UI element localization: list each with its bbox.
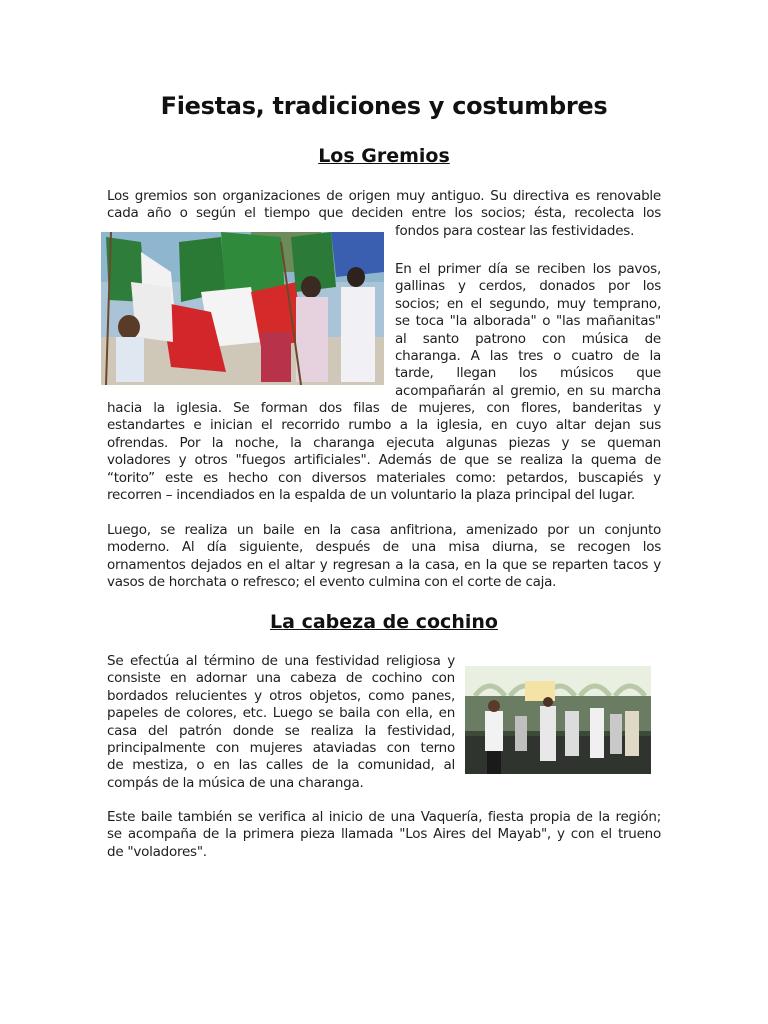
paragraph-gremios-intro	[107, 188, 661, 223]
procession-photo	[101, 232, 384, 385]
text-line: estandartes e inician el recorrido rumbo a la iglesia, en cuyo altar dejan sus	[107, 417, 661, 434]
text-line: se toca "la alborada" o "las mañanitas"	[395, 313, 661, 330]
text-line: bordados relucientes y otros objetos, como panes,	[107, 687, 455, 704]
dance-plaza-photo	[465, 666, 651, 774]
text-line: voladores y otros "fuegos artificiales". Además de que se realiza la quema de	[107, 452, 661, 469]
text-line: compás de la música de una charanga.	[107, 774, 364, 791]
page-title: Fiestas, tradiciones y costumbres	[160, 92, 608, 120]
text-line: tarde, llegan los músicos que	[395, 365, 661, 382]
text-line: casa del patrón donde se realiza la festividad,	[107, 722, 455, 739]
text-line: Se efectúa al término de una festividad religiosa y	[107, 653, 455, 669]
text-line: al santo patrono con música de	[395, 330, 661, 347]
text-line: moderno. Al día siguiente, después de una misa diurna, se recogen los	[107, 539, 661, 556]
text-line: “torito” este es hecho con diversos materiales como: petardos, buscapiés y	[107, 469, 661, 486]
text-line: fondos para costear las festividades.	[395, 223, 635, 239]
text-line: de mestiza, o en las calles de la comunidad, al	[107, 757, 455, 774]
paragraph-gremios-days-wrap	[395, 261, 661, 400]
text-line: Los gremios son organizaciones de origen muy antiguo. Su directiva es renovable	[107, 188, 661, 204]
paragraph-gremios-intro-end	[395, 223, 661, 240]
paragraph-gremios-closing	[107, 522, 661, 592]
section-heading-gremios: Los Gremios	[318, 145, 450, 167]
text-line: vasos de horchata o refresco; el evento culmina con el corte de caja.	[107, 574, 557, 591]
text-line: se acompaña de la primera pieza llamada "Los Aires del Mayab", y con el trueno	[107, 826, 661, 843]
text-line: papeles de colores, etc. Luego se baila con ella, en	[107, 705, 455, 722]
text-line: consiste en adornar una cabeza de cochino con	[107, 670, 455, 687]
text-line: socios; en el segundo, muy temprano,	[395, 295, 661, 312]
text-line: Este baile también se verifica al inicio de una Vaquería, fiesta propia de la región;	[107, 809, 661, 825]
text-line: recorren – incendiados en la espalda de un voluntario la plaza principal del lugar.	[107, 486, 635, 503]
text-line: acompañarán al gremio, en su marcha	[395, 382, 661, 399]
text-line: charanga. A las tres o cuatro de la	[395, 347, 661, 364]
text-line: principalmente con mujeres ataviadas con terno	[107, 739, 455, 756]
text-line: ornamentos dejados en el altar y regresan a la casa, en la que se reparten tacos y	[107, 556, 661, 573]
text-line: de "voladores".	[107, 843, 207, 860]
paragraph-cochino-vaqueria	[107, 809, 661, 861]
section-heading-cabeza-de-cochino: La cabeza de cochino	[270, 611, 498, 633]
text-line: En el primer día se reciben los pavos,	[395, 261, 661, 277]
text-line: hacia la iglesia. Se forman dos filas de mujeres, con flores, banderitas y	[107, 400, 661, 416]
text-line: Luego, se realiza un baile en la casa anfitriona, amenizado por un conjunto	[107, 522, 661, 538]
paragraph-cochino-description	[107, 653, 455, 792]
paragraph-gremios-days-full	[107, 400, 661, 504]
text-line: gallinas y cerdos, donados por los	[395, 278, 661, 295]
text-line: cada año o según el tiempo que deciden entre los socios; ésta, recolecta los	[107, 205, 661, 222]
text-line: ofrendas. Por la noche, la charanga ejecuta algunas piezas y se queman	[107, 434, 661, 451]
